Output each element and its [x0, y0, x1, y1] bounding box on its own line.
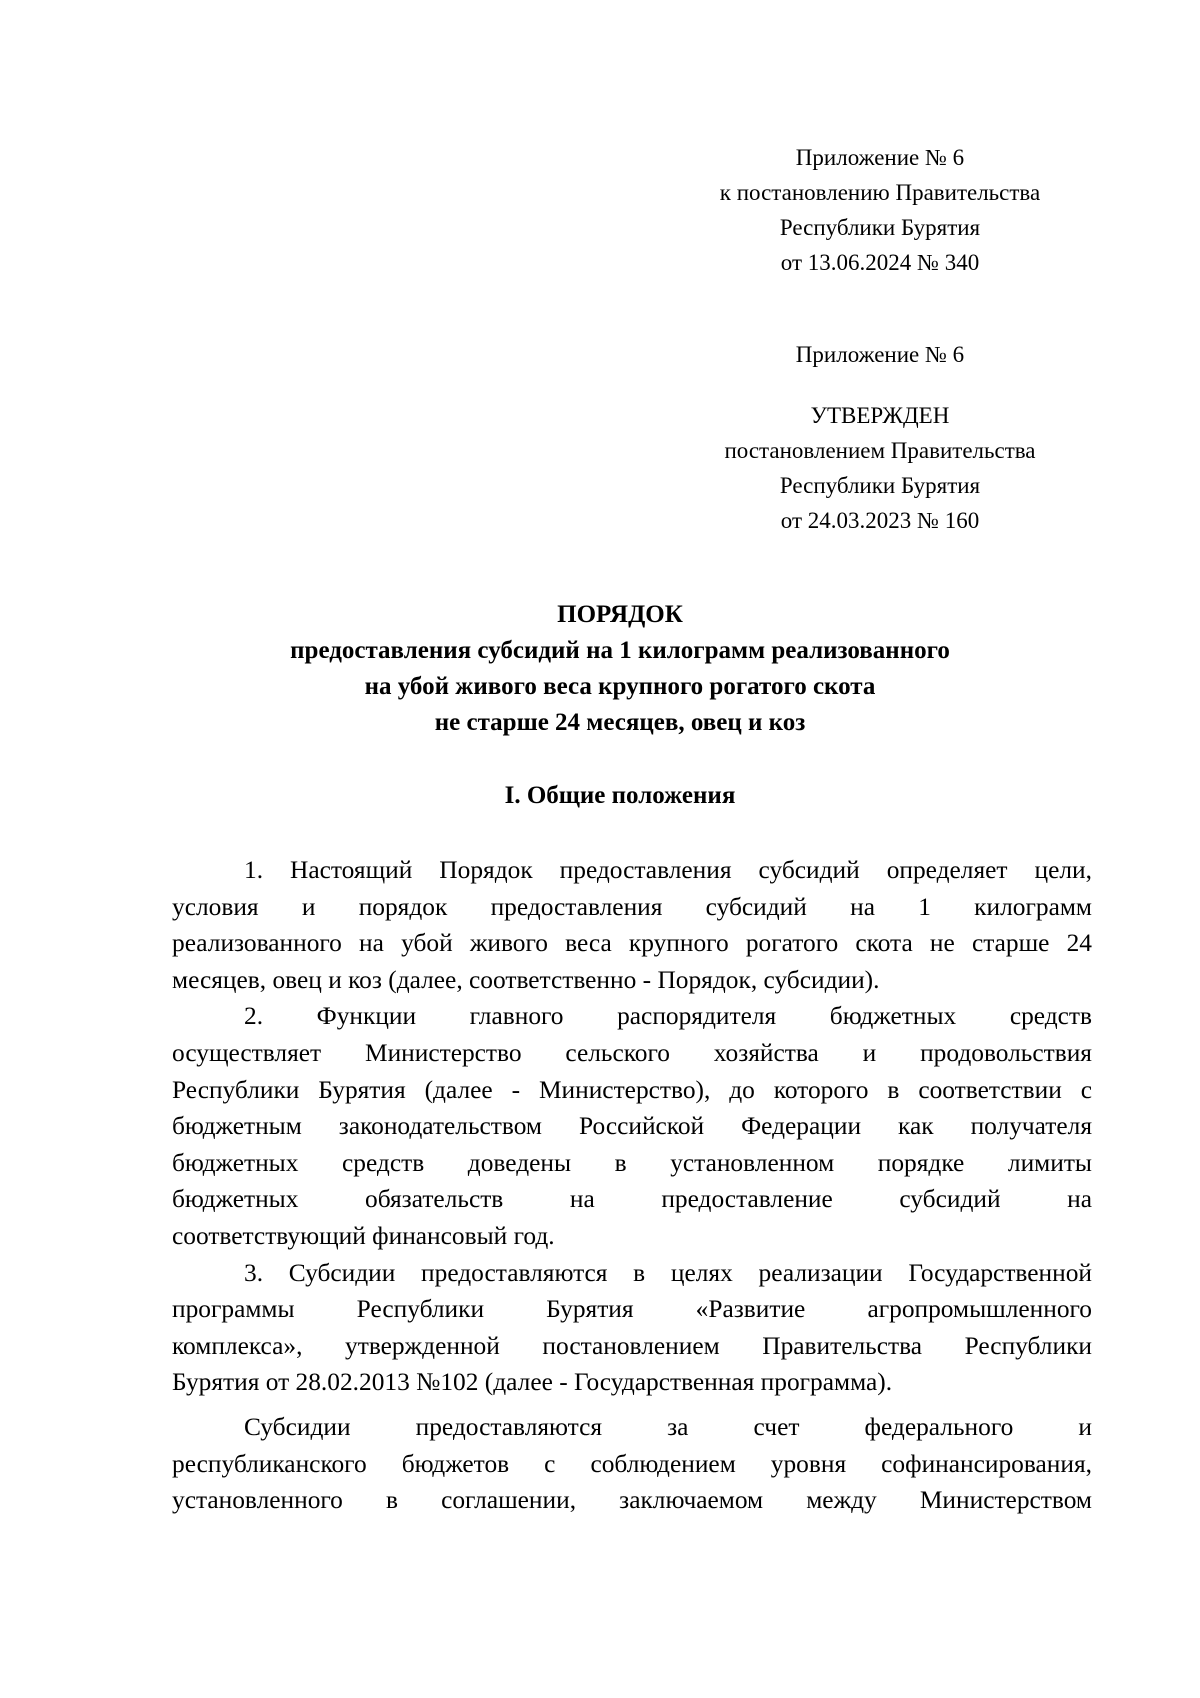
text-line: бюджетным законодательством Российской Федерации как получателя	[172, 1112, 1092, 1141]
text-line: 1. Настоящий Порядок предоставления субсидий определяет цели,	[244, 856, 1092, 884]
paragraph-spacer	[172, 1401, 1092, 1409]
appendix-number: Приложение № 6	[795, 342, 965, 367]
approval-date-number: от 24.03.2023 № 160	[780, 508, 980, 533]
paragraph-3	[172, 1255, 1092, 1401]
text-line: бюджетных обязательств на предоставление субсидий на	[172, 1185, 1092, 1214]
text-line: 3. Субсидии предоставляются в целях реализации Государственной	[244, 1258, 1092, 1287]
approval-reference: постановлением Правительства	[724, 438, 1036, 463]
title-main: ПОРЯДОК	[557, 601, 683, 628]
paragraph-2	[172, 998, 1092, 1254]
appendix-header-original	[660, 337, 1100, 372]
text-line: республиканского бюджетов с соблюдением уровня софинансирования,	[172, 1449, 1092, 1478]
appendix-reference: к постановлению Правительства	[719, 180, 1041, 205]
approval-issuer: Республики Бурятия	[779, 473, 981, 498]
text-line: Республики Бурятия (далее - Министерство), до которого в соответствии с	[172, 1075, 1092, 1104]
text-line: месяцев, овец и коз (далее, соответственно - Порядок, субсидии).	[172, 965, 880, 994]
title-line: на убой живого веса крупного рогатого скота	[364, 673, 876, 700]
title-line: предоставления субсидий на 1 килограмм реализованного	[290, 637, 950, 664]
title-line: не старше 24 месяцев, овец и коз	[434, 709, 806, 736]
text-line: комплекса», утвержденной постановлением Правительства Республики	[172, 1331, 1092, 1360]
section-heading: I. Общие положения	[504, 782, 736, 809]
appendix-number: Приложение № 6	[795, 145, 965, 170]
approval-block	[660, 398, 1100, 538]
paragraph-1	[172, 852, 1092, 998]
approval-stamp-word: УТВЕРЖДЕН	[810, 403, 950, 428]
text-line: программы Республики Бурятия «Развитие агропромышленного	[172, 1295, 1092, 1324]
text-line: Субсидии предоставляются за счет федерального и	[244, 1412, 1092, 1441]
text-line: соответствующий финансовый год.	[172, 1221, 555, 1250]
text-line: реализованного на убой живого веса крупного рогатого скота не старше 24	[172, 929, 1092, 958]
text-line: условия и порядок предоставления субсидий на 1 килограмм	[172, 892, 1092, 921]
appendix-issuer: Республики Бурятия	[779, 215, 981, 240]
appendix-header-current	[660, 140, 1100, 280]
text-line: осуществляет Министерство сельского хозяйства и продовольствия	[172, 1038, 1092, 1067]
text-line: 2. Функции главного распорядителя бюджетных средств	[244, 1002, 1092, 1031]
text-line: Бурятия от 28.02.2013 №102 (далее - Государственная программа).	[172, 1368, 893, 1397]
document-body	[172, 852, 1092, 1519]
text-line: установленного в соглашении, заключаемом между Министерством	[172, 1486, 1092, 1515]
document-title	[100, 597, 1140, 741]
paragraph-4	[172, 1409, 1092, 1519]
appendix-date-number: от 13.06.2024 № 340	[780, 250, 980, 275]
text-line: бюджетных средств доведены в установленном порядке лимиты	[172, 1148, 1092, 1177]
